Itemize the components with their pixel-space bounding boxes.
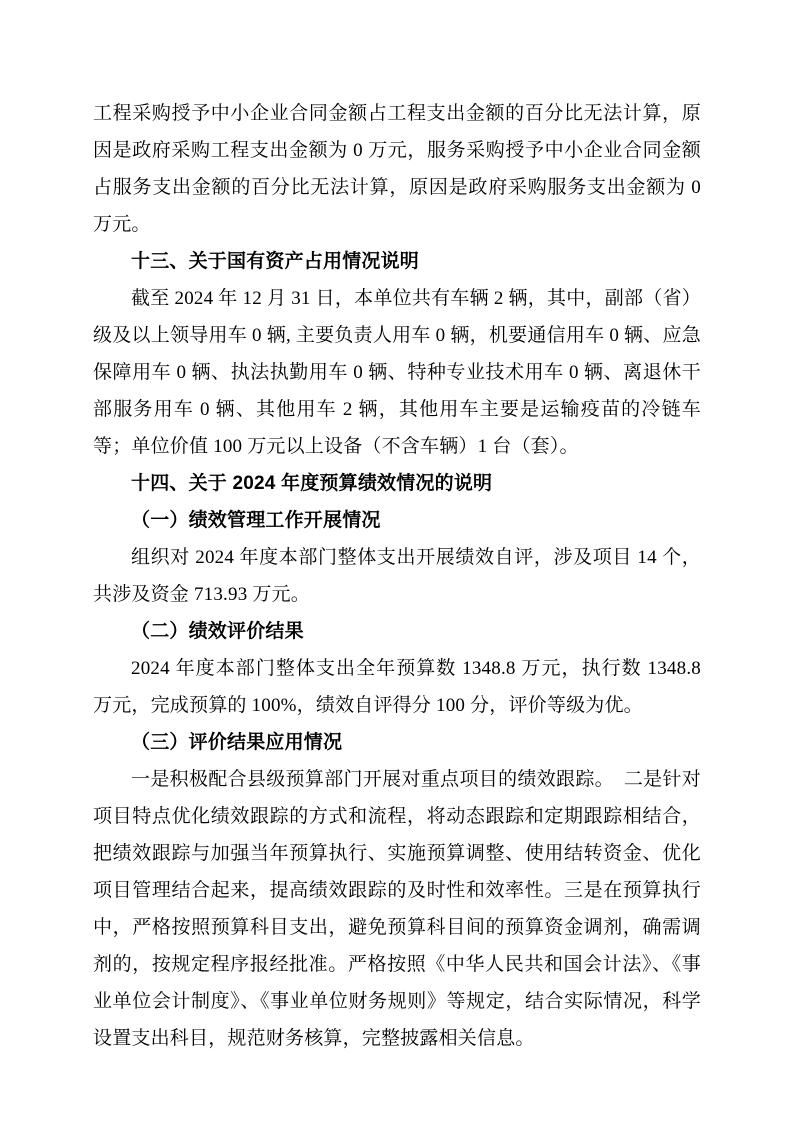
paragraph-procurement-percentage-continuation: 工程采购授予中小企业合同金额占工程支出金额的百分比无法计算，原因是政府采购工程支出金额为 0 万元，服务采购授予中小企业合同金额占服务支出金额的百分比无法计算，原因是政府采购服务支出金额为 0 万元。 bbox=[93, 103, 701, 235]
section-heading-13-state-assets: 十三、关于国有资产占用情况说明 bbox=[131, 251, 420, 272]
paragraph-self-evaluation-scope: 组织对 2024 年度本部门整体支出开展绩效自评，涉及项目 14 个，共涉及资金 713.93 万元。 bbox=[93, 547, 701, 605]
subsection-heading-2-evaluation-results: （二）绩效评价结果 bbox=[131, 621, 304, 642]
subsection-heading-3-results-application: （三）评价结果应用情况 bbox=[131, 732, 343, 753]
paragraph-budget-execution-results: 2024 年度本部门整体支出全年预算数 1348.8 万元，执行数 1348.8 万元，完成预算的 100%，绩效自评得分 100 分，评价等级为优。 bbox=[93, 658, 701, 716]
paragraph-vehicles-and-equipment: 截至 2024 年 12 月 31 日，本单位共有车辆 2 辆，其中，副部（省）级及以上领导用车 0 辆, 主要负责人用车 0 辆，机要通信用车 0 辆、应急保障用车 0 辆、执法执勤用车 0 辆、特种专业技术用车 0 辆、离退休干部服务用车 0 辆、其他用车 2 辆，其他用车主要是运输疫苗的冷链车等；单位价值 100 万元以上设备（不含车辆）1 台（套）。 bbox=[93, 288, 701, 457]
subsection-heading-1-performance-management: （一）绩效管理工作开展情况 bbox=[131, 510, 381, 531]
document-content bbox=[93, 95, 701, 1057]
section-heading-14-budget-performance: 十四、关于 2024 年度预算绩效情况的说明 bbox=[131, 473, 493, 494]
paragraph-results-application-measures: 一是积极配合县级预算部门开展对重点项目的绩效跟踪。 二是针对项目特点优化绩效跟踪的方式和流程，将动态跟踪和定期跟踪相结合，把绩效跟踪与加强当年预算执行、实施预算调整、使用结转资金、优化项目管理结合起来，提高绩效跟踪的及时性和效率性。三是在预算执行中，严格按照预算科目支出，避免预算科目间的预算资金调剂，确需调剂的，按规定程序报经批准。严格按照《中华人民共和国会计法》、《事业单位会计制度》、《事业单位财务规则》等规定，结合实际情况，科学设置支出科目，规范财务核算，完整披露相关信息。 bbox=[93, 769, 701, 1049]
